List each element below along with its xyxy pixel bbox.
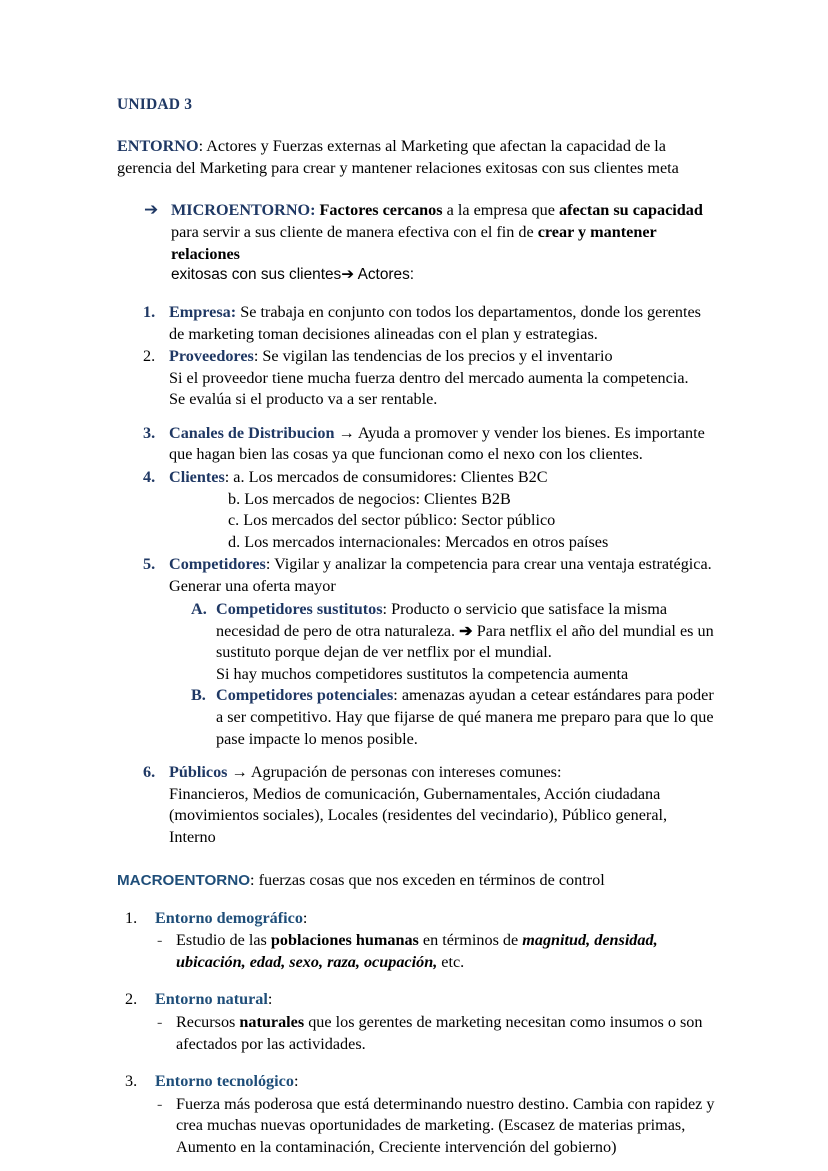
list-marker: 3. <box>125 1072 138 1091</box>
detail-mid: en términos de <box>418 931 523 950</box>
list-item <box>117 908 716 974</box>
dash-bullet-icon: - <box>157 1012 163 1031</box>
list-marker: 2. <box>125 990 138 1009</box>
macroentorno-list <box>117 908 716 1158</box>
dash-detail <box>155 1012 716 1055</box>
sub-list-marker: B. <box>191 686 206 705</box>
list-item-text: Ayuda a promover y vender los bienes. Es importante que hagan bien las cosas ya que funcionan como el nexo con los clientes. <box>169 423 705 464</box>
dash-detail <box>155 930 716 973</box>
list-item <box>117 989 716 1055</box>
list-item <box>117 554 716 750</box>
dash-detail <box>155 1094 716 1159</box>
list-marker: 2. <box>143 347 156 366</box>
sub-list-item-text2: Para netflix el año del mundial es un sustituto porque dejan de ver netflix por el mundial. <box>216 621 714 662</box>
sub-list-item <box>169 599 716 685</box>
microentorno-seg5: crear y mantener relaciones <box>171 223 657 264</box>
list-marker: 1. <box>143 303 156 322</box>
dash-bullet-icon: - <box>157 931 163 950</box>
microentorno-seg4: para servir a sus cliente de manera efectiva con el fin de <box>171 223 538 242</box>
microentorno-text <box>171 199 716 265</box>
entorno-definition-paragraph <box>117 136 713 179</box>
microentorno-heading: MICROENTORNO: <box>171 201 316 220</box>
list-item <box>117 346 716 411</box>
list-marker: 4. <box>143 467 156 486</box>
list-item-label-suffix: : <box>293 1072 299 1091</box>
list-item-text: : Vigilar y analizar la competencia para crear una ventaja estratégica. <box>265 555 712 574</box>
detail-pre: Estudio de las <box>176 931 271 950</box>
sub-list-marker: A. <box>191 600 207 619</box>
list-item-label-suffix: : <box>267 990 273 1009</box>
entorno-definition-text: : Actores y Fuerzas externas al Marketing que afectan la capacidad de la gerencia del Marketing para crear y mantener relaciones exitosas con sus clientes meta <box>117 137 679 177</box>
microentorno-seg1: Factores cercanos <box>315 201 443 220</box>
list-item-extra-line: (movimientos sociales), Locales (residentes del vecindario), Público general, Interno <box>169 806 668 846</box>
microentorno-block <box>117 199 716 286</box>
sub-list-item-label: Competidores potenciales <box>216 686 394 705</box>
detail-pre: Recursos <box>176 1012 240 1031</box>
sub-list-extra-line: Si hay muchos competidores sustitutos la competencia aumenta <box>216 664 629 683</box>
list-item-text: Se trabaja en conjunto con todos los departamentos, donde los gerentes de marketing toman decisiones alineadas con el plan y estrategias. <box>169 303 701 343</box>
detail-bold: naturales <box>239 1012 305 1031</box>
list-item-label: Proveedores <box>169 347 254 366</box>
list-item-label: Empresa: <box>169 303 237 322</box>
list-item-label: Entorno demográfico <box>155 908 303 927</box>
list-item-label: Canales de Distribucion <box>169 423 335 442</box>
list-item-label: Entorno natural <box>155 990 268 1009</box>
macroentorno-heading-paragraph <box>117 870 716 892</box>
sub-list-item-text: : Producto o servicio que satisface la misma necesidad de pero de otra naturaleza. <box>216 600 668 640</box>
list-item <box>117 1071 716 1158</box>
arrow-right-icon: ➔ <box>341 266 355 284</box>
page-title: UNIDAD 3 <box>117 96 193 113</box>
list-item-label: Entorno tecnológico <box>155 1072 294 1091</box>
arrow-right-icon: → <box>334 423 358 442</box>
fat-arrow-icon: ➔ <box>459 621 473 640</box>
list-marker: 1. <box>125 908 138 927</box>
sub-list-item: b. Los mercados de negocios: Clientes B2B <box>228 489 511 508</box>
sub-list-item <box>169 685 716 750</box>
microentorno-seg2: a la empresa que <box>442 201 559 220</box>
list-item-extra-line: Si el proveedor tiene mucha fuerza dentro del mercado aumenta la competencia. <box>169 368 689 387</box>
sub-list-item: d. Los mercados internacionales: Mercados en otros países <box>228 532 609 551</box>
detail-italic: magnitud, densidad, ubicación, edad, sexo, raza, ocupación, <box>176 931 658 971</box>
list-item-extra-line: Generar una oferta mayor <box>169 576 336 595</box>
list-item-label: Competidores <box>169 555 266 574</box>
list-marker: 6. <box>143 763 156 782</box>
entorno-term: ENTORNO <box>117 137 199 155</box>
sub-list-item: c. Los mercados del sector público: Sector público <box>228 511 556 530</box>
list-item <box>117 423 716 466</box>
microentorno-line3-end: Actores: <box>354 266 415 284</box>
list-item-extra-line: Financieros, Medios de comunicación, Gubernamentales, Acción ciudadana <box>169 784 661 803</box>
macroentorno-heading-rest: : fuerzas cosas que nos exceden en términos de control <box>250 871 605 890</box>
macroentorno-term: MACROENTORNO <box>117 872 251 890</box>
list-item <box>117 467 716 553</box>
list-marker: 5. <box>143 555 156 574</box>
list-item-label: Públicos <box>169 763 228 782</box>
competidores-sublist <box>169 599 716 750</box>
list-item <box>117 302 716 345</box>
detail-mid: que los gerentes de marketing necesitan como insumos o son afectados por las actividades. <box>176 1012 703 1053</box>
list-item-text: : a. Los mercados de consumidores: Clientes B2C <box>224 467 548 486</box>
microentorno-seg3: afectan su capacidad <box>558 201 703 220</box>
sub-list-item-label: Competidores sustitutos <box>216 600 383 619</box>
detail-pre: Fuerza más poderosa que está determinando nuestro destino. Cambia con rapidez y crea muchas nuevas oportunidades de marketing. (Escasez de materias primas, Aumento en la contaminación, Creciente intervención del gobierno) <box>176 1094 715 1156</box>
list-marker: 3. <box>143 423 156 442</box>
list-item-text: : Se vigilan las tendencias de los precios y el inventario <box>253 347 613 366</box>
detail-end: etc. <box>437 952 465 971</box>
microentorno-actor-list <box>117 302 716 848</box>
arrow-right-icon: → <box>227 763 251 782</box>
microentorno-actores-line <box>171 265 716 286</box>
list-item-extra-line: Se evalúa si el producto va a ser rentable. <box>169 390 438 409</box>
list-item-text: Agrupación de personas con intereses comunes: <box>250 763 562 782</box>
sub-list-item-text: : amenazas ayudan a cetear estándares para poder a ser competitivo. Hay que fijarse de qué manera me preparo para que lo que pase impacte lo menos posible. <box>216 686 714 748</box>
detail-bold: poblaciones humanas <box>270 931 419 950</box>
microentorno-line3: exitosas con sus clientes <box>171 266 342 284</box>
list-item <box>117 762 716 848</box>
dash-bullet-icon: - <box>157 1094 163 1113</box>
list-item-label-suffix: : <box>302 908 308 927</box>
fat-arrow-icon: ➔ <box>144 200 159 221</box>
list-item-label: Clientes <box>169 467 225 486</box>
